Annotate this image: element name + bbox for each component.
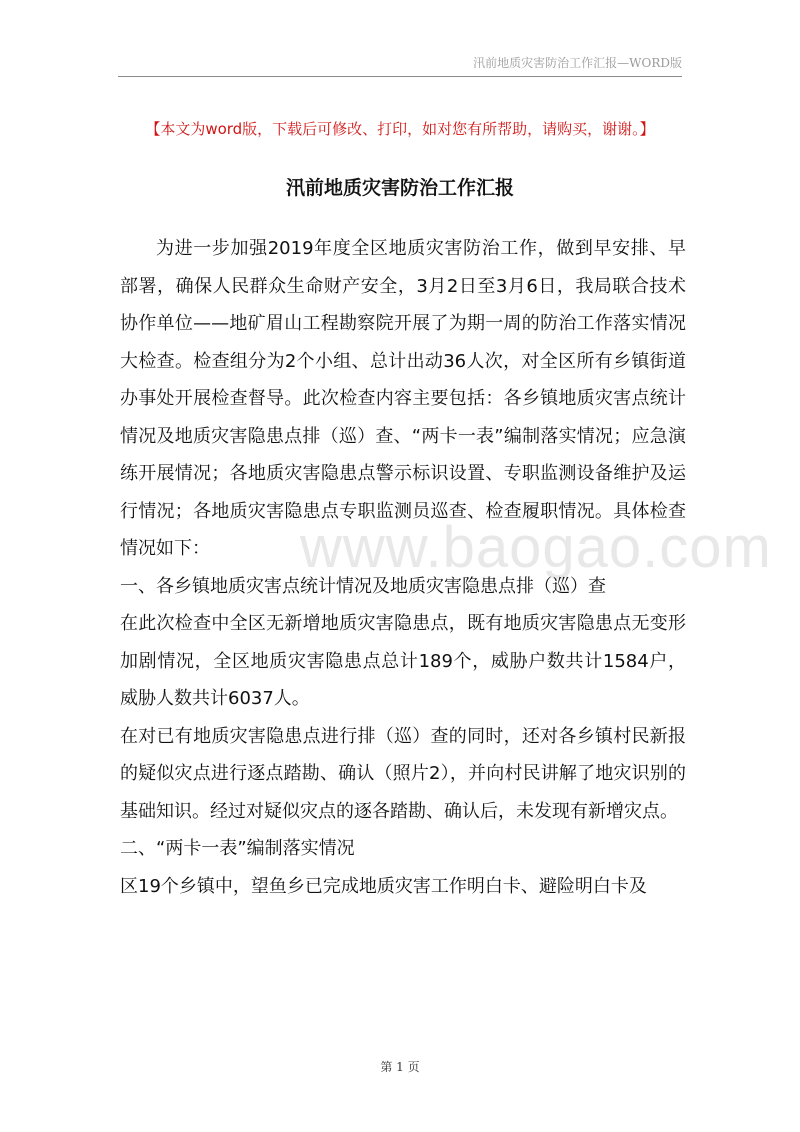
- document-title: 汛前地质灾害防治工作汇报: [285, 177, 514, 199]
- paragraph-two-cards: 区19个乡镇中，望鱼乡已完成地质灾害工作明白卡、避险明白卡及: [120, 875, 647, 897]
- page-header-text: 汛前地质灾害防治工作汇报—WORD版: [473, 56, 682, 70]
- header-divider: [118, 76, 682, 77]
- paragraph-stats: 在此次检查中全区无新增地质灾害隐患点，既有地质灾害隐患点无变形加剧情况，全区地质灾害隐患点总计189个，威胁户数共计1584户，威胁人数共计6037人。: [120, 613, 686, 709]
- watermark: www.baogao.com: [300, 515, 772, 580]
- section-heading-2: 二、“两卡一表”编制落实情况: [120, 838, 355, 859]
- page-number: 第 1 页: [380, 1060, 420, 1074]
- paragraph-inspection: 在对已有地质灾害隐患点进行排（巡）查的同时，还对各乡镇村民新报的疑似灾点进行逐点踏勘、确认（照片2），并向村民讲解了地灾识别的基础知识。经过对疑似灾点的逐各踏勘、确认后，未发现有新增灾点。: [120, 725, 686, 822]
- document-body: [120, 230, 686, 905]
- intro-paragraph: 为进一步加强2019年度全区地质灾害防治工作，做到早安排、早部署，确保人民群众生命财产安全，3月2日至3月6日，我局联合技术协作单位——地矿眉山工程勘察院开展了为期一周的防治工作落实情况大检查。检查组分为2个小组、总计出动36人次，对全区所有乡镇街道办事处开展检查督导。此次检查内容主要包括：各乡镇地质灾害点统计情况及地质灾害隐患点排（巡）查、“两卡一表”编制落实情况；应急演练开展情况；各地质灾害隐患点警示标识设置、专职监测设备维护及运行情况；各地质灾害隐患点专职监测员巡查、检查履职情况。具体检查情况如下：: [120, 238, 686, 559]
- section-heading-1: 一、各乡镇地质灾害点统计情况及地质灾害隐患点排（巡）查: [120, 575, 606, 597]
- purchase-notice: 【本文为word版，下载后可修改、打印，如对您有所帮助，请购买，谢谢。】: [145, 120, 655, 138]
